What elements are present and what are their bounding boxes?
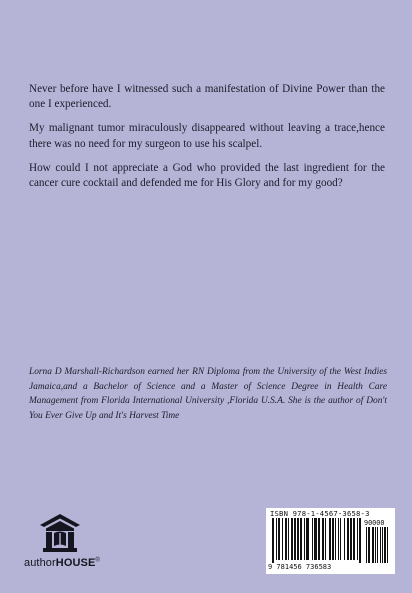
barcode-bar	[314, 518, 317, 560]
barcode-addon-bar	[377, 527, 378, 563]
blurb-paragraph-1: Never before have I witnessed such a manifestation of Divine Power than the one I experienced.	[29, 83, 385, 111]
barcode-bar	[300, 518, 302, 560]
barcode-bar	[340, 518, 341, 560]
barcode-bar	[306, 518, 309, 560]
barcode-addon-bar	[366, 527, 367, 563]
blurb-paragraph-2: My malignant tumor miraculously disappeared without leaving a trace,hence there was no need for my surgeon to use his scalpel.	[29, 122, 385, 150]
isbn-text: ISBN 978-1-4567-3658-3	[270, 509, 370, 518]
barcode-bar	[338, 518, 339, 560]
barcode-bar	[288, 518, 289, 560]
barcode-bar	[304, 518, 305, 560]
barcode-bar	[347, 518, 349, 560]
blurb-paragraph-3: How could I not appreciate a God who provided the last ingredient for the cancer cure cocktail and defended me for His Glory and for my good?	[29, 161, 385, 190]
barcode-addon-bar	[372, 527, 374, 563]
barcode-bar	[272, 518, 274, 563]
barcode-addon-bar	[382, 527, 383, 563]
publisher-name	[24, 557, 100, 569]
barcode-bar	[291, 518, 293, 560]
barcode-bars	[270, 518, 390, 563]
barcode-bar	[318, 518, 320, 560]
barcode-bar	[335, 518, 336, 560]
barcode-bar	[322, 518, 324, 560]
barcode-bar	[285, 518, 287, 560]
author-bio: Lorna D Marshall-Richardson earned her RN Diploma from the University of the West Indies Jamaica,and a Bachelor of Science and a Master of Science Degree in Health Care Management from Florida International University ,Florida U.S.A. She is the author of Don't You Ever Give Up and It's Harvest Time	[29, 367, 387, 421]
publisher-logo	[24, 513, 114, 573]
barcode-addon-bar	[368, 527, 370, 563]
barcode-bar	[344, 518, 345, 560]
barcode-bar	[297, 518, 299, 560]
barcode-bar	[329, 518, 331, 560]
barcode-digits: 9 781456 736583	[268, 563, 332, 571]
barcode-bar	[282, 518, 283, 560]
isbn-barcode	[266, 508, 395, 574]
trademark-symbol: ®	[95, 557, 100, 564]
barcode-addon-bar	[384, 527, 386, 563]
barcode-bar	[359, 518, 361, 563]
publisher-name-part1: author	[24, 557, 56, 569]
price-code: 90000	[364, 519, 385, 527]
publisher-name-part2: HOUSE	[55, 557, 96, 569]
building-book-icon	[38, 513, 82, 553]
barcode-bar	[353, 518, 355, 560]
barcode-bar	[332, 518, 334, 560]
barcode-bar	[276, 518, 277, 560]
barcode-bar	[294, 518, 296, 560]
barcode-bar	[312, 518, 313, 560]
barcode-bar	[278, 518, 280, 560]
back-cover-blurb	[29, 82, 385, 200]
barcode-bar	[325, 518, 326, 560]
barcode-bar	[350, 518, 352, 560]
barcode-addon-bar	[380, 527, 381, 563]
barcode-bar	[357, 518, 358, 560]
barcode-addon-bar	[375, 527, 376, 563]
barcode-addon-bar	[387, 527, 388, 563]
